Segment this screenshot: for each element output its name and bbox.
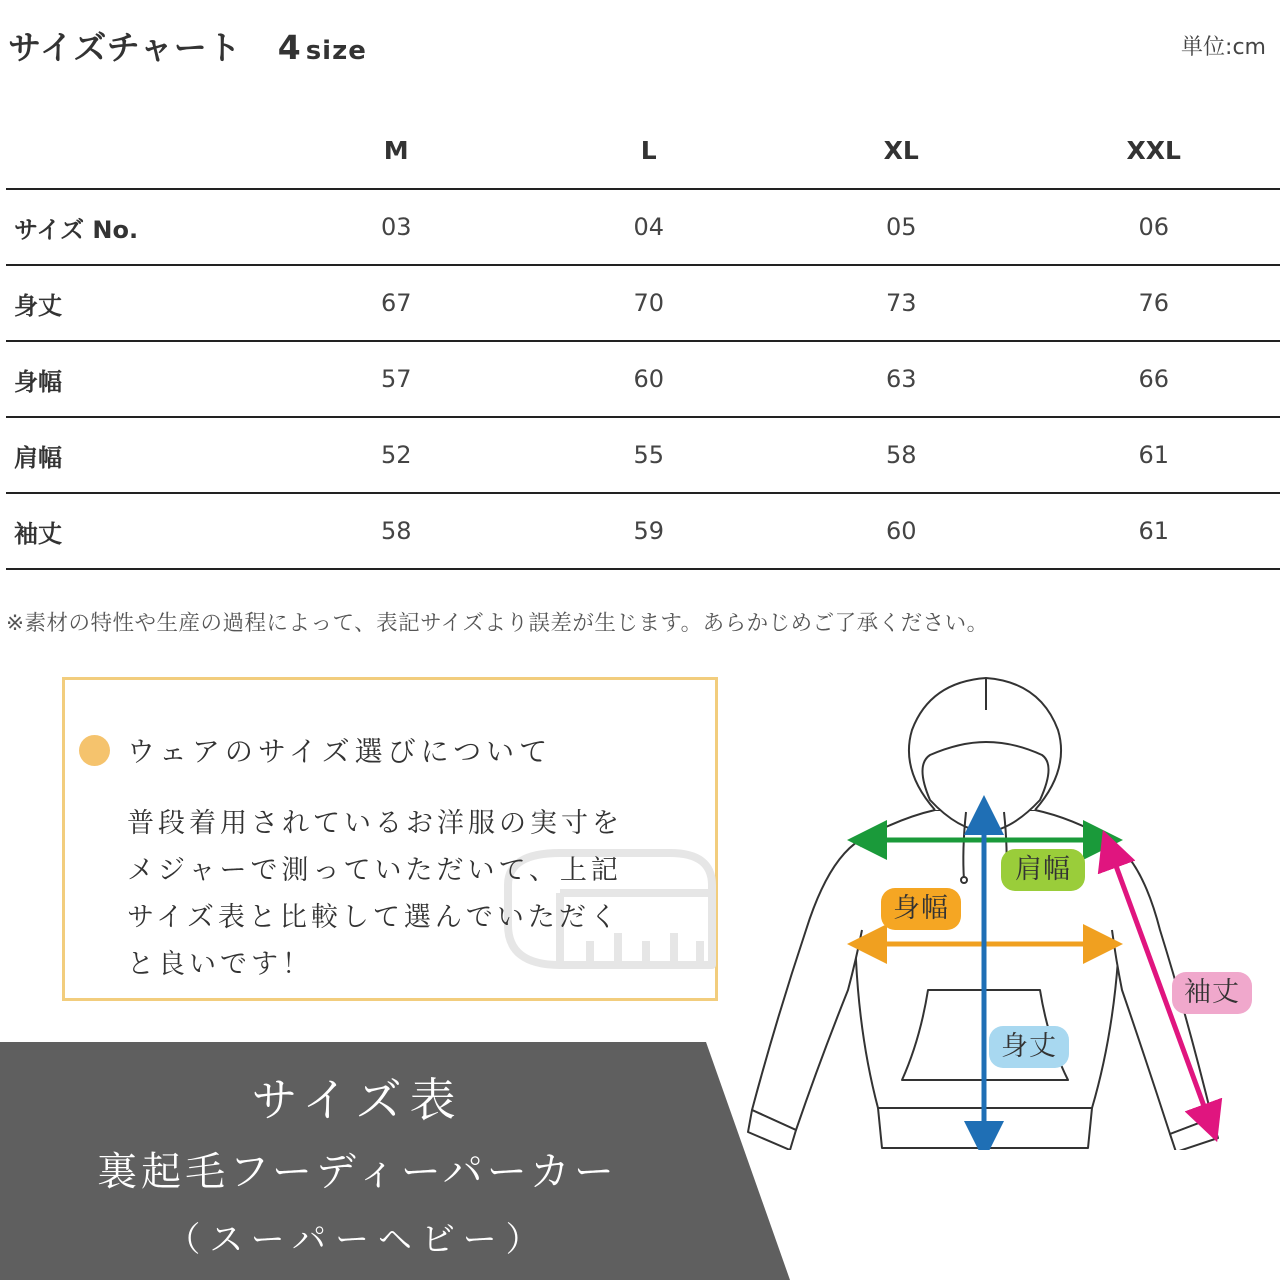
table-cell: 61 xyxy=(1028,417,1280,493)
advice-body xyxy=(127,800,687,988)
size-word: size xyxy=(305,36,367,66)
advice-line: 普段着用されているお洋服の実寸を xyxy=(127,808,623,839)
advice-line: サイズ表と比較して選んでいただく xyxy=(127,902,621,933)
disclaimer-note: ※素材の特性や生産の過程によって、表記サイズより誤差が生じます。あらかじめご了承ください。 xyxy=(6,611,989,636)
column-header-m: M xyxy=(270,112,523,189)
table-cell: 03 xyxy=(270,189,523,265)
table-cell: 59 xyxy=(523,493,776,569)
table-cell: 67 xyxy=(270,265,523,341)
banner-title: サイズ表 xyxy=(251,1073,464,1127)
advice-line: と良いです！ xyxy=(127,949,313,980)
size-table xyxy=(6,112,1280,570)
table-cell: 05 xyxy=(775,189,1028,265)
row-label: 肩幅 xyxy=(6,417,270,493)
table-cell: 63 xyxy=(775,341,1028,417)
header-empty-cell xyxy=(6,112,270,189)
table-row xyxy=(6,189,1280,265)
table-cell: 58 xyxy=(775,417,1028,493)
size-count: 4 xyxy=(277,28,302,67)
table-header-row xyxy=(6,112,1280,189)
column-header-xl: XL xyxy=(775,112,1028,189)
table-cell: 61 xyxy=(1028,493,1280,569)
row-label: 身丈 xyxy=(6,265,270,341)
bullet-dot-icon xyxy=(79,735,110,766)
banner-product-name: 裏起毛フーディーパーカー xyxy=(97,1149,618,1195)
tag-body-length: 身丈 xyxy=(989,1026,1069,1068)
drawstring-tip-icon xyxy=(961,877,967,883)
table-cell: 04 xyxy=(523,189,776,265)
table-cell: 52 xyxy=(270,417,523,493)
title-text: サイズチャート xyxy=(8,28,242,67)
row-label: 袖丈 xyxy=(6,493,270,569)
table-cell: 66 xyxy=(1028,341,1280,417)
table-cell: 60 xyxy=(775,493,1028,569)
tag-sleeve-length: 袖丈 xyxy=(1172,972,1252,1014)
row-label: 身幅 xyxy=(6,341,270,417)
table-cell: 57 xyxy=(270,341,523,417)
page-title xyxy=(8,22,367,69)
banner-subtitle: （スーパーヘビー） xyxy=(166,1220,549,1260)
tag-shoulder-width: 肩幅 xyxy=(1001,849,1085,891)
table-row xyxy=(6,265,1280,341)
hoodie-diagram xyxy=(740,670,1270,1150)
advice-line: メジャーで測っていただいて、上記 xyxy=(127,855,622,886)
table-cell: 60 xyxy=(523,341,776,417)
advice-heading: ウェアのサイズ選びについて xyxy=(127,735,553,768)
table-cell: 06 xyxy=(1028,189,1280,265)
unit-label: 単位:cm xyxy=(1181,35,1266,60)
table-cell: 70 xyxy=(523,265,776,341)
column-header-xxl: XXL xyxy=(1028,112,1280,189)
table-cell: 58 xyxy=(270,493,523,569)
table-cell: 76 xyxy=(1028,265,1280,341)
table-row xyxy=(6,341,1280,417)
size-advice-box xyxy=(62,677,718,1001)
table-cell: 55 xyxy=(523,417,776,493)
table-row xyxy=(6,417,1280,493)
table-cell: 73 xyxy=(775,265,1028,341)
tag-body-width: 身幅 xyxy=(881,888,961,930)
row-label: サイズ No. xyxy=(6,189,270,265)
column-header-l: L xyxy=(523,112,776,189)
table-row xyxy=(6,493,1280,569)
